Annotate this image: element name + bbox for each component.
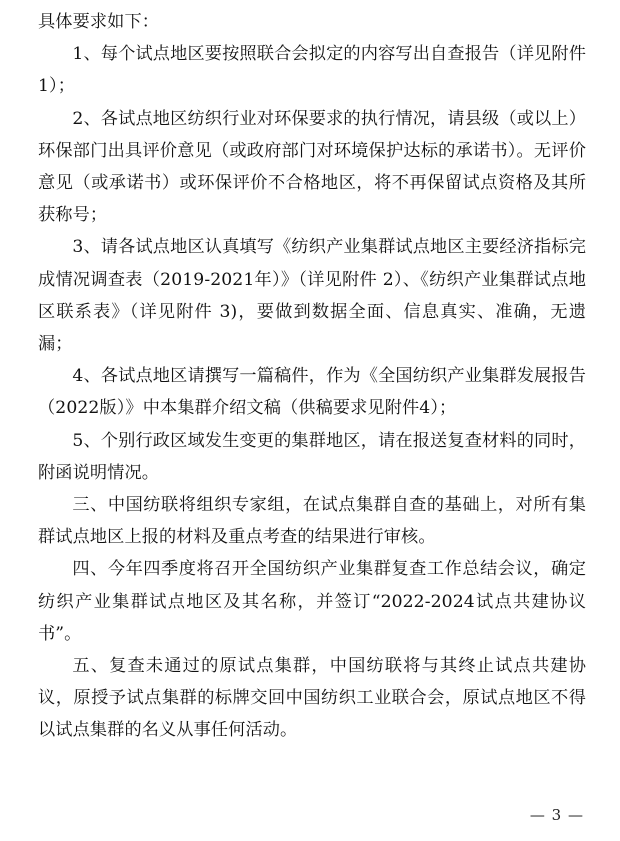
requirement-1: 1、每个试点地区要按照联合会拟定的内容写出自查报告（详见附件 1）； bbox=[38, 44, 586, 97]
requirement-2: 2、各试点地区纺织行业对环保要求的执行情况，请县级（或以上）环保部门出具评价意见（或政府部门对环境保护达标的承诺书）。无评价意见（或承诺书）或环保评价不合格地区，将不再保留试点资格及其所获称号； bbox=[38, 108, 586, 226]
section-four: 四、今年四季度将召开全国纺织产业集群复查工作总结会议，确定纺织产业集群试点地区及其名称，并签订“2022-2024试点共建协议书”。 bbox=[38, 559, 586, 644]
requirement-4: 4、各试点地区请撰写一篇稿件，作为《全国纺织产业集群发展报告（2022版）》中本集群介绍文稿（供稿要求见附件4）； bbox=[38, 366, 586, 419]
document-body bbox=[38, 6, 586, 747]
page-number: — 3 — bbox=[529, 806, 584, 824]
section-three: 三、中国纺联将组织专家组，在试点集群自查的基础上，对所有集群试点地区上报的材料及重点考查的结果进行审核。 bbox=[38, 495, 586, 548]
section-five: 五、复查未通过的原试点集群，中国纺联将与其终止试点共建协议，原授予试点集群的标牌交回中国纺织工业联合会，原试点地区不得以试点集群的名义从事任何活动。 bbox=[38, 656, 586, 741]
requirement-5: 5、个别行政区域发生变更的集群地区，请在报送复查材料的同时，附函说明情况。 bbox=[38, 430, 586, 483]
requirement-3: 3、请各试点地区认真填写《纺织产业集群试点地区主要经济指标完成情况调查表（2019-2021年）》（详见附件 2）、《纺织产业集群试点地区联系表》（详见附件 3)，要做到数据全面、信息真实、准确，无遗漏； bbox=[38, 237, 586, 355]
intro-line: 具体要求如下： bbox=[38, 12, 160, 32]
